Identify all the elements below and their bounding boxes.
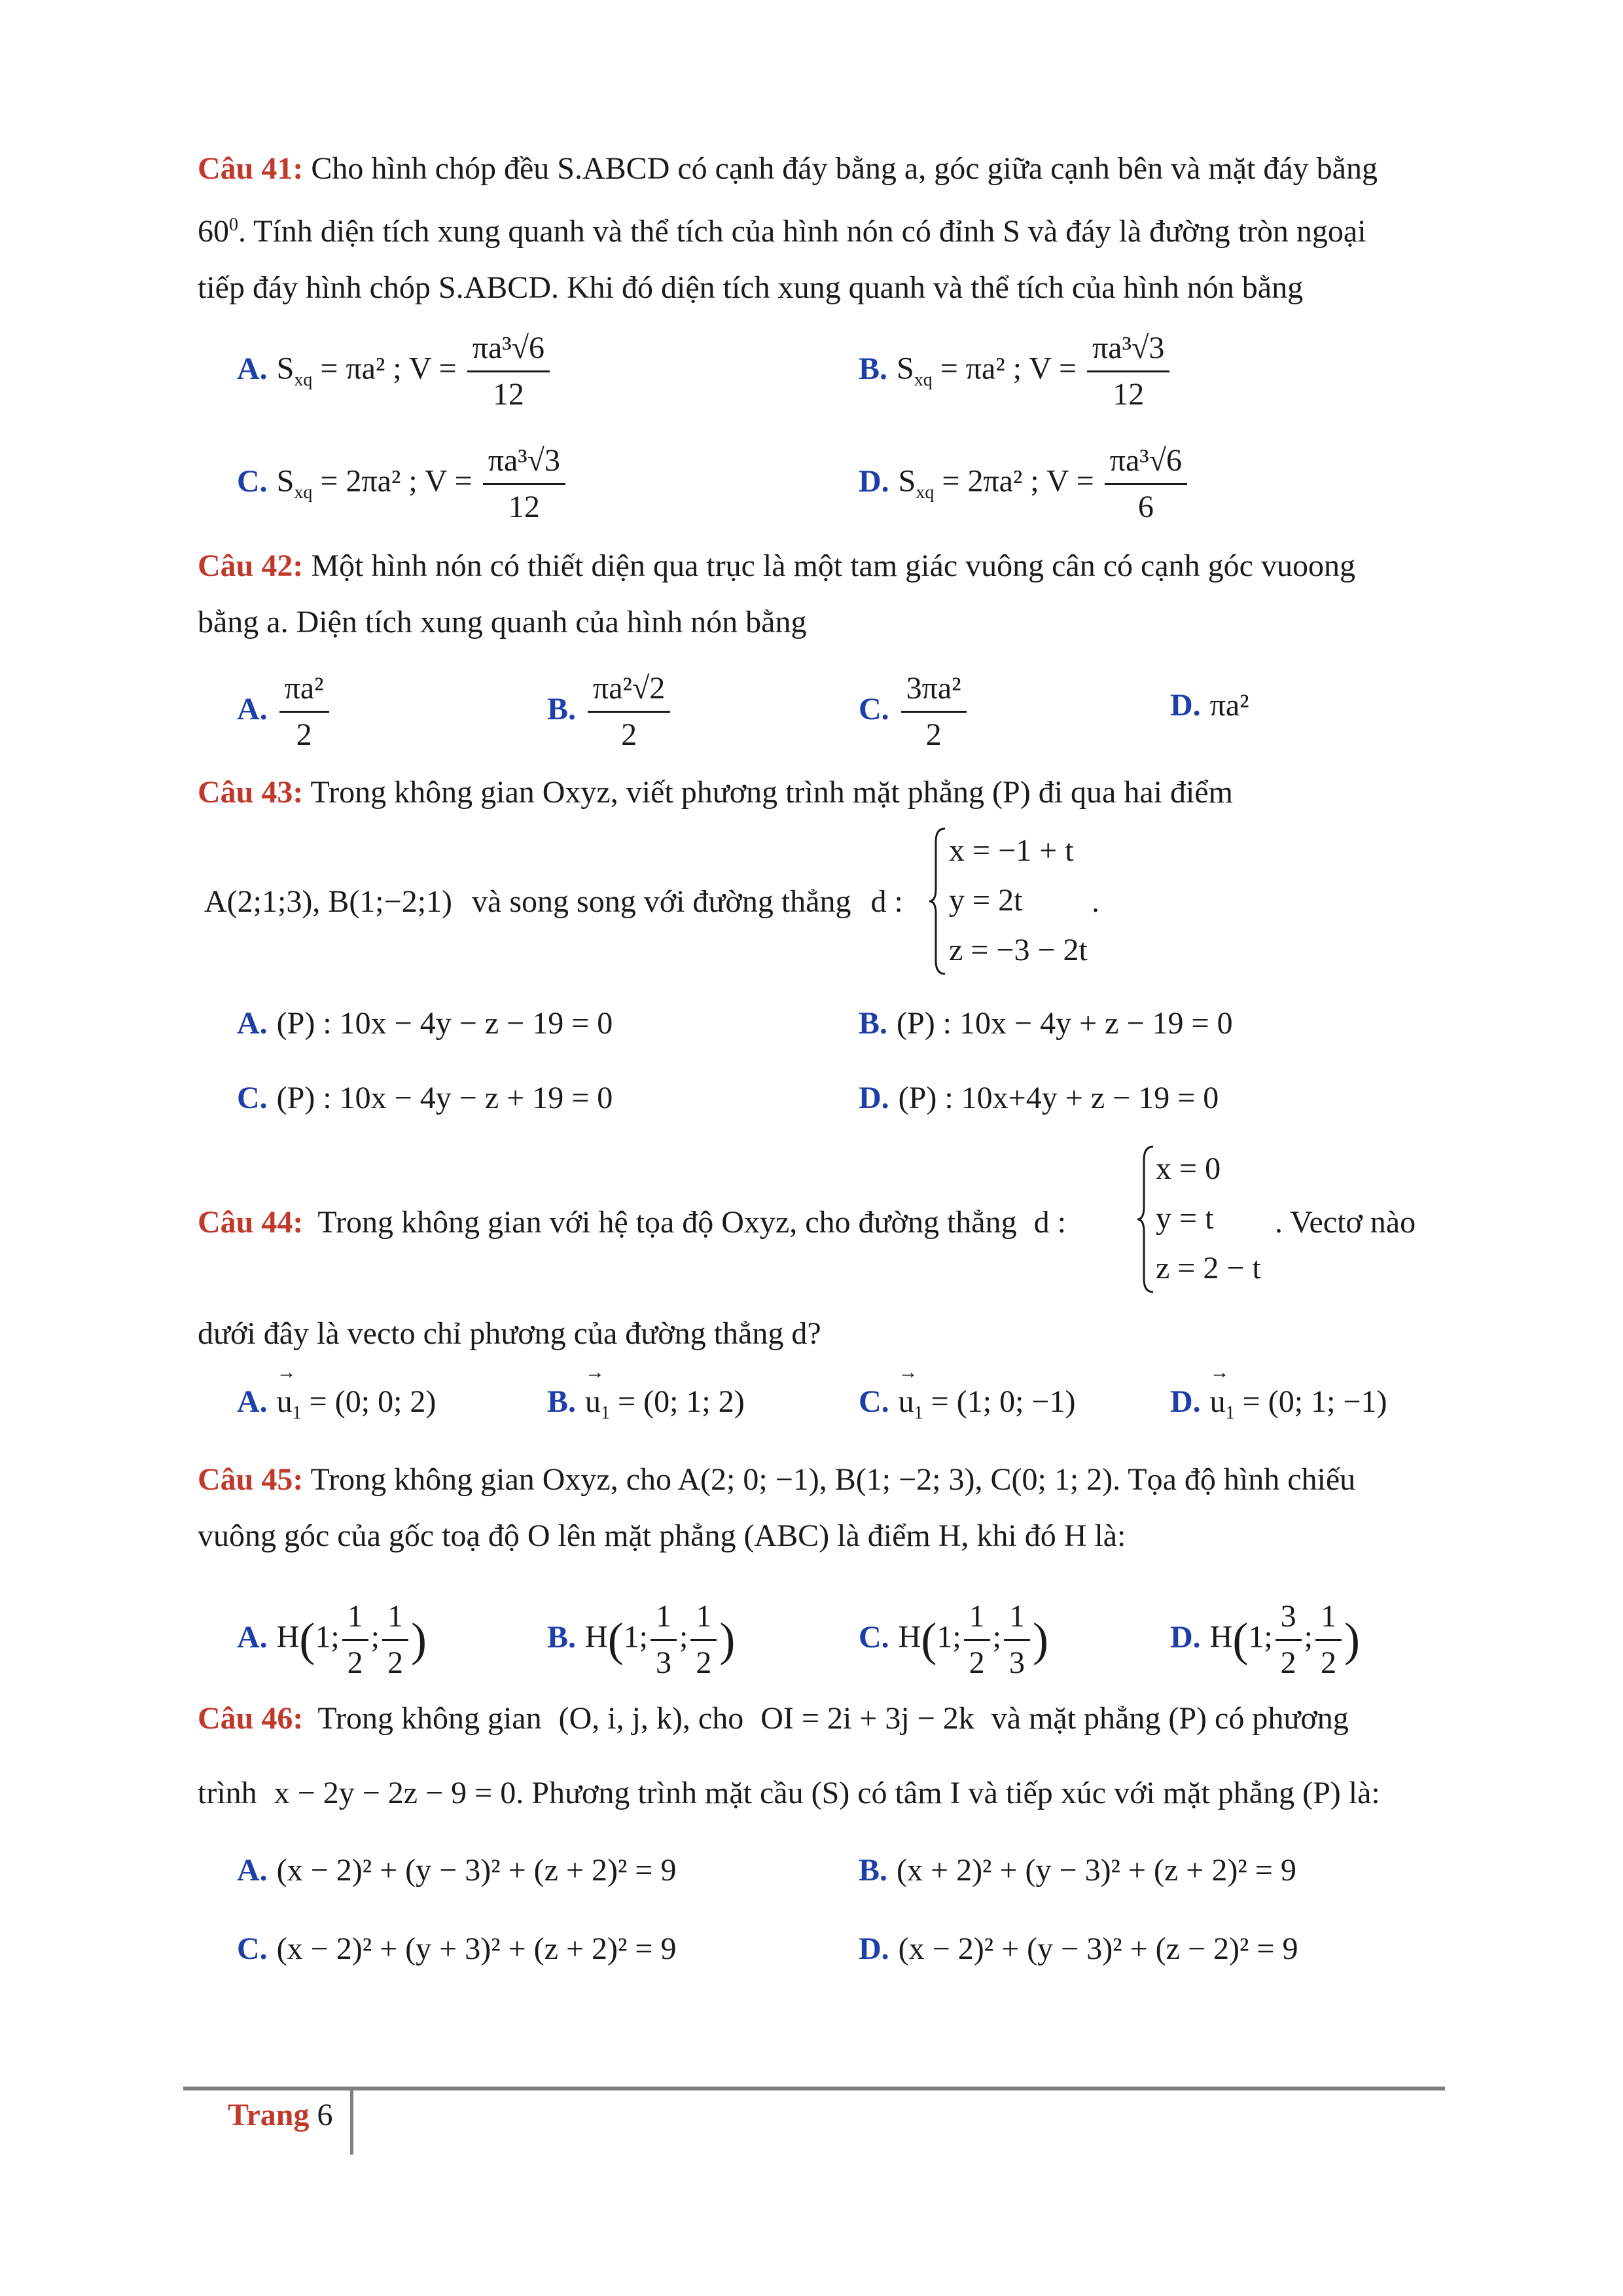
q45-option-b[interactable]: B. H(1; $\frac{1}{3}$ ; $\frac{1}{2}$ ) xyxy=(547,1596,735,1684)
q45-option-d[interactable]: D. H(1; $\frac{3}{2}$ ; $\frac{1}{2}$ ) xyxy=(1170,1596,1360,1684)
option-fraction xyxy=(483,440,565,528)
option-label: A. xyxy=(237,691,268,726)
point-h: H xyxy=(276,1619,300,1655)
option-label: C. xyxy=(237,1931,268,1966)
question-46-text-1c: và mặt phẳng (P) có phương xyxy=(991,1701,1349,1736)
option-fraction xyxy=(467,327,550,416)
fraction-numerator: πa² xyxy=(279,668,329,713)
option-label: D. xyxy=(859,463,889,499)
option-text: (P) : 10x − 4y + z − 19 = 0 xyxy=(897,1006,1233,1041)
question-43-points-line xyxy=(204,884,903,920)
question-44-line-1 xyxy=(198,1204,1066,1240)
fraction-numerator: πa³√3 xyxy=(1087,327,1169,372)
fraction-numerator: 1 xyxy=(342,1596,368,1641)
option-fraction xyxy=(1087,327,1169,416)
q44-system-brace xyxy=(1136,1144,1156,1302)
fraction-numerator: πa³√3 xyxy=(483,440,565,485)
question-41-title: Câu 41: xyxy=(198,151,304,186)
q43-option-c[interactable] xyxy=(237,1080,613,1116)
point-h: H xyxy=(585,1619,608,1655)
option-fraction xyxy=(1315,1596,1342,1684)
option-label: A. xyxy=(237,351,268,386)
question-44-d-label: d : xyxy=(1033,1205,1066,1240)
fraction-denominator: 2 xyxy=(1321,1645,1337,1680)
system-row: z = −3 − 2t xyxy=(949,933,1088,967)
question-45-title: Câu 45: xyxy=(198,1462,304,1497)
fraction-numerator: πa³√6 xyxy=(1105,440,1187,485)
coord-first: 1; xyxy=(936,1619,961,1655)
option-fraction xyxy=(382,1596,408,1684)
q46-option-b[interactable] xyxy=(859,1852,1296,1888)
q41-option-b[interactable] xyxy=(859,327,1172,416)
fraction-denominator: 2 xyxy=(387,1645,404,1680)
fraction-numerator: πa²√2 xyxy=(588,668,670,713)
fraction-numerator: 1 xyxy=(382,1596,408,1641)
fraction-denominator: 12 xyxy=(1113,377,1145,412)
option-label: C. xyxy=(859,1384,889,1419)
question-41-deg-sup: 0 xyxy=(229,215,238,235)
option-lhs: S xyxy=(897,351,914,386)
system-row: x = 0 xyxy=(1156,1151,1221,1186)
question-46-text-2a: trình xyxy=(198,1776,257,1810)
vector-u: → u xyxy=(899,1384,914,1420)
q42-option-c[interactable] xyxy=(859,668,969,756)
q46-option-c[interactable] xyxy=(237,1931,676,1967)
q44-system xyxy=(1156,1144,1261,1293)
paren-left: ( xyxy=(921,1613,937,1666)
fraction-numerator: 1 xyxy=(690,1596,717,1641)
fraction-numerator: 3 xyxy=(1275,1596,1302,1641)
q42-option-b[interactable] xyxy=(547,668,673,756)
paren-right: ) xyxy=(1033,1613,1048,1666)
fraction-denominator: 2 xyxy=(969,1645,985,1680)
question-46-title: Câu 46: xyxy=(198,1701,304,1736)
option-text: πa² xyxy=(1209,688,1249,723)
fraction-denominator: 3 xyxy=(1009,1645,1026,1680)
option-fraction xyxy=(1004,1596,1030,1684)
system-row: y = t xyxy=(1156,1201,1214,1236)
question-42-title: Câu 42: xyxy=(198,548,304,583)
question-41-text-3: tiếp đáy hình chóp S.ABCD. Khi đó diện tích xung quanh và thể tích của hình nón bằng xyxy=(198,270,1304,305)
option-sub: xq xyxy=(916,482,935,503)
point-h: H xyxy=(1209,1619,1233,1655)
vector-u: → u xyxy=(277,1384,293,1420)
q44-option-b[interactable] xyxy=(547,1384,745,1424)
option-sub: 1 xyxy=(1225,1403,1235,1424)
fraction-denominator: 12 xyxy=(492,377,524,412)
option-sub: xq xyxy=(294,482,313,503)
fraction-denominator: 2 xyxy=(696,1645,712,1680)
question-42-text-2: bằng a. Diện tích xung quanh của hình nón bằng xyxy=(198,605,807,639)
option-text: (P) : 10x − 4y − z + 19 = 0 xyxy=(276,1081,613,1115)
option-mid: = 2πa² ; V = xyxy=(312,463,480,499)
fraction-denominator: 6 xyxy=(1137,490,1154,524)
paren-left: ( xyxy=(607,1613,624,1666)
option-fraction xyxy=(279,668,329,756)
q44-option-c[interactable] xyxy=(859,1384,1075,1424)
question-45 xyxy=(198,1452,1436,1564)
footer-rule xyxy=(183,2087,1445,2090)
paren-right: ) xyxy=(1344,1613,1360,1666)
question-43-points: A(2;1;3), B(1;−2;1) xyxy=(204,884,453,919)
option-text: (x − 2)² + (y − 3)² + (z − 2)² = 9 xyxy=(898,1931,1298,1966)
question-44-text-2: dưới đây là vecto chỉ phương của đường thẳng d? xyxy=(198,1316,821,1351)
option-text: = (0; 1; −1) xyxy=(1234,1384,1387,1419)
option-label: C. xyxy=(859,691,889,726)
q41-option-a[interactable] xyxy=(237,327,552,416)
question-41-deg: 60 xyxy=(198,214,229,249)
question-46-plane: x − 2y − 2z − 9 = 0 xyxy=(274,1776,516,1810)
question-43-end: . xyxy=(1092,884,1099,919)
question-41 xyxy=(198,141,1436,316)
option-label: A. xyxy=(237,1853,268,1888)
option-sub: 1 xyxy=(914,1403,923,1424)
option-mid: = πa² ; V = xyxy=(932,351,1085,386)
option-mid: = πa² ; V = xyxy=(312,351,465,386)
question-41-text-2: . Tính diện tích xung quanh và thể tích của hình nón có đỉnh S và đáy là đường tròn ngoại xyxy=(238,214,1366,249)
option-label: D. xyxy=(1170,1619,1201,1655)
q46-option-a[interactable] xyxy=(237,1852,676,1888)
question-46-line-1 xyxy=(198,1700,1349,1736)
q43-option-d[interactable] xyxy=(859,1080,1219,1116)
fraction-denominator: 2 xyxy=(347,1645,363,1680)
q42-option-d[interactable] xyxy=(1170,687,1249,723)
system-row: x = −1 + t xyxy=(949,833,1074,868)
fraction-numerator: 1 xyxy=(1315,1596,1342,1641)
fraction-denominator: 2 xyxy=(1280,1645,1296,1680)
option-fraction xyxy=(588,668,670,756)
system-row: y = 2t xyxy=(949,883,1023,918)
point-h: H xyxy=(898,1619,921,1655)
fraction-numerator: 1 xyxy=(1004,1596,1030,1641)
question-44-text-1: Trong không gian với hệ tọa độ Oxyz, cho đường thẳng xyxy=(317,1205,1017,1240)
option-label: A. xyxy=(237,1384,268,1419)
system-row: z = 2 − t xyxy=(1156,1251,1261,1285)
option-mid: = 2πa² ; V = xyxy=(934,463,1102,499)
q43-option-a[interactable] xyxy=(237,1005,613,1041)
option-text: (x + 2)² + (y − 3)² + (z + 2)² = 9 xyxy=(897,1853,1296,1888)
option-fraction xyxy=(342,1596,368,1684)
fraction-denominator: 12 xyxy=(508,490,540,524)
footer-divider xyxy=(350,2090,353,2155)
question-43-title: Câu 43: xyxy=(198,775,304,810)
question-42-text-1: Một hình nón có thiết diện qua trục là một tam giác vuông cân có cạnh góc vuoong xyxy=(311,548,1355,583)
fraction-denominator: 2 xyxy=(925,717,942,752)
question-45-points: A(2; 0; −1), B(1; −2; 3), C(0; 1; 2) xyxy=(677,1462,1113,1497)
q43-option-b[interactable] xyxy=(859,1005,1233,1041)
q43-system xyxy=(949,826,1088,975)
question-45-text-1b: . Tọa độ hình chiếu xyxy=(1113,1462,1356,1497)
option-sub: xq xyxy=(294,370,313,391)
vector-u: → u xyxy=(585,1384,601,1420)
option-fraction xyxy=(964,1596,990,1684)
page-number: 6 xyxy=(317,2098,333,2132)
coord-first: 1; xyxy=(315,1619,340,1655)
option-sub: 1 xyxy=(292,1403,302,1424)
option-label: A. xyxy=(237,1619,268,1655)
option-label: B. xyxy=(859,1853,888,1888)
option-label: D. xyxy=(859,1081,889,1115)
page-footer xyxy=(228,2097,332,2133)
option-label: B. xyxy=(547,691,577,726)
q42-option-a[interactable] xyxy=(237,668,332,756)
option-label: D. xyxy=(859,1931,889,1966)
question-41-text-1: Cho hình chóp đều S.ABCD có cạnh đáy bằng a, góc giữa cạnh bên và mặt đáy bằng xyxy=(311,151,1378,186)
q41-option-c[interactable] xyxy=(237,440,568,528)
option-fraction xyxy=(901,668,967,756)
question-46-oi: OI = 2i + 3j − 2k xyxy=(760,1701,974,1736)
option-label: D. xyxy=(1170,1384,1201,1419)
option-text: (P) : 10x+4y + z − 19 = 0 xyxy=(898,1081,1219,1115)
option-fraction xyxy=(651,1596,677,1684)
option-fraction xyxy=(1105,440,1187,528)
paren-left: ( xyxy=(299,1613,315,1666)
question-46-text-2b: . Phương trình mặt cầu (S) có tâm I và tiếp xúc với mặt phẳng (P) là: xyxy=(516,1776,1380,1810)
option-label: C. xyxy=(237,463,268,499)
option-lhs: S xyxy=(898,463,916,499)
question-46-frame: (O, i, j, k) xyxy=(558,1701,683,1736)
option-sub: 1 xyxy=(601,1403,611,1424)
fraction-numerator: 1 xyxy=(964,1596,990,1641)
q44-option-a[interactable] xyxy=(237,1384,436,1424)
option-text: (P) : 10x − 4y − z − 19 = 0 xyxy=(276,1006,613,1041)
fraction-denominator: 3 xyxy=(656,1645,672,1680)
question-45-text-1a: Trong không gian Oxyz, cho xyxy=(310,1462,672,1497)
option-label: C. xyxy=(859,1619,889,1655)
question-46-text-1a: Trong không gian xyxy=(317,1701,542,1736)
question-44-after: . Vectơ nào xyxy=(1275,1205,1416,1240)
coord-first: 1; xyxy=(623,1619,649,1655)
question-46-text-1b: , cho xyxy=(682,1701,744,1736)
question-45-text-2: vuông góc của gốc toạ độ O lên mặt phẳng (ABC) là điểm H, khi đó H là: xyxy=(198,1518,1126,1553)
option-lhs: S xyxy=(276,463,294,499)
fraction-numerator: 1 xyxy=(651,1596,677,1641)
option-text: (x − 2)² + (y − 3)² + (z + 2)² = 9 xyxy=(276,1853,677,1888)
fraction-denominator: 2 xyxy=(621,717,637,752)
q46-option-d[interactable] xyxy=(859,1931,1298,1967)
option-label: B. xyxy=(547,1384,577,1419)
option-fraction xyxy=(1275,1596,1302,1684)
q45-option-c[interactable]: C. H(1; $\frac{1}{2}$ ; $\frac{1}{3}$ ) xyxy=(859,1596,1048,1684)
vector-u: → u xyxy=(1210,1384,1226,1420)
option-label: D. xyxy=(1170,688,1201,723)
option-label: B. xyxy=(859,1006,888,1041)
question-43-text-1: Trong không gian Oxyz, viết phương trình mặt phẳng (P) đi qua hai điểm xyxy=(310,775,1233,810)
option-text: = (0; 0; 2) xyxy=(301,1384,437,1419)
q44-option-d[interactable] xyxy=(1170,1384,1387,1424)
q41-option-d[interactable] xyxy=(859,440,1190,528)
option-label: B. xyxy=(859,351,888,386)
option-fraction xyxy=(690,1596,717,1684)
q45-option-a[interactable]: A. H(1; $\frac{1}{2}$ ; $\frac{1}{2}$ ) xyxy=(237,1596,427,1684)
option-label: B. xyxy=(547,1619,577,1655)
fraction-numerator: 3πa² xyxy=(901,668,967,713)
option-text: (x − 2)² + (y + 3)² + (z + 2)² = 9 xyxy=(276,1931,677,1966)
q43-system-brace xyxy=(928,826,948,984)
option-label: A. xyxy=(237,1006,268,1041)
question-42 xyxy=(198,538,1436,651)
paren-left: ( xyxy=(1232,1613,1249,1666)
footer-label: Trang xyxy=(228,2098,310,2132)
option-sub: xq xyxy=(914,370,933,391)
fraction-denominator: 2 xyxy=(296,717,312,752)
fraction-numerator: πa³√6 xyxy=(467,327,550,372)
option-text: = (0; 1; 2) xyxy=(610,1384,745,1419)
coord-first: 1; xyxy=(1248,1619,1273,1655)
option-text: = (1; 0; −1) xyxy=(923,1384,1076,1419)
question-43-mid: và song song với đường thẳng xyxy=(472,884,851,919)
paren-right: ) xyxy=(411,1613,427,1666)
paren-right: ) xyxy=(719,1613,736,1666)
question-44-title: Câu 44: xyxy=(198,1205,304,1240)
question-43 xyxy=(198,764,1436,821)
option-lhs: S xyxy=(276,351,294,386)
option-label: C. xyxy=(237,1081,268,1115)
question-46-line-2 xyxy=(198,1775,1380,1811)
question-43-d-label: d : xyxy=(870,884,903,919)
